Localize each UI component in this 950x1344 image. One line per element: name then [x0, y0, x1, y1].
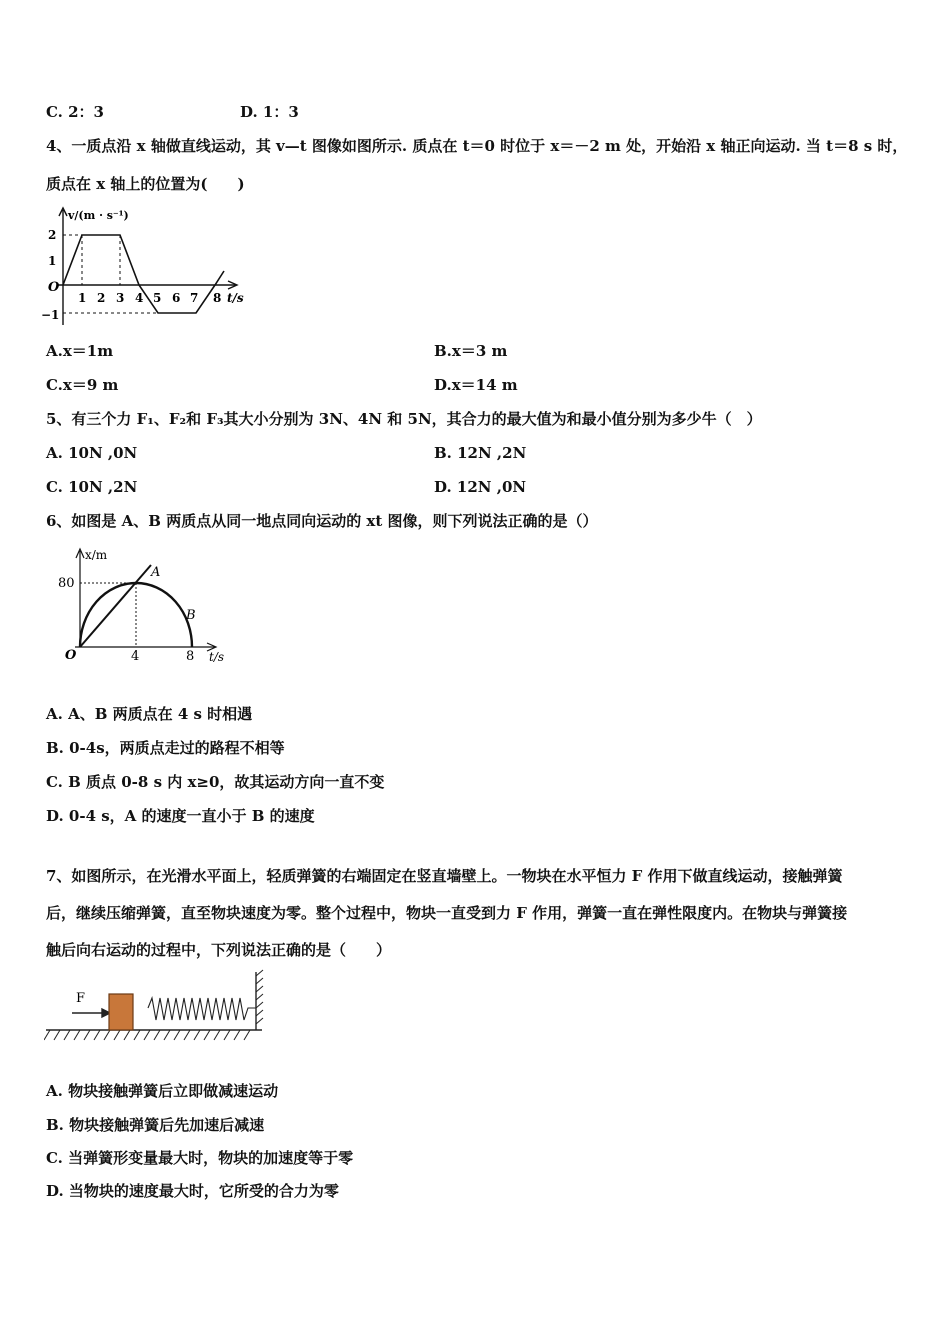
q4-option-b: B.x＝3 m	[434, 342, 508, 360]
q7-force-label: F	[76, 991, 86, 1006]
q5-option-d: D. 12N ,0N	[434, 478, 527, 496]
q4-graph-ylabel: v/(m · s⁻¹)	[68, 209, 129, 222]
q7-text-line2: 后，继续压缩弹簧，直至物块速度为零。整个过程中，物块一直受到力 F 作用，弹簧一直在弹性限度内。在物块与弹簧接	[46, 904, 848, 922]
q7-option-c: C. 当弹簧形变量最大时，物块的加速度等于零	[46, 1149, 354, 1167]
q4-graph-xtick-1: 1	[78, 291, 87, 305]
q4-graph-ytick-1: 1	[48, 254, 57, 268]
q6-graph-ylabel: x/m	[85, 548, 108, 562]
q7-text-line1: 7、如图所示，在光滑水平面上，轻质弹簧的右端固定在竖直墙壁上。一物块在水平恒力 F 作用下做直线运动，接触弹簧	[46, 867, 843, 885]
q6-graph-label-a: A	[151, 565, 161, 580]
q4-graph-xtick-4: 4	[135, 291, 144, 305]
q6-text: 6、如图是 A、B 两质点从同一地点同向运动的 xt 图像，则下列说法正确的是（）	[46, 512, 598, 530]
q4-graph-xtick-6: 6	[172, 291, 181, 305]
q7-option-d: D. 当物块的速度最大时，它所受的合力为零	[46, 1182, 339, 1200]
q7-option-b: B. 物块接触弹簧后先加速后减速	[46, 1116, 265, 1134]
q4-graph-xlabel: t/s	[227, 291, 244, 305]
q5-option-a: A. 10N ,0N	[46, 444, 138, 462]
q7-text-line3: 触后向右运动的过程中，下列说法正确的是（ ）	[46, 941, 392, 959]
q6-option-b: B. 0-4s，两质点走过的路程不相等	[46, 739, 285, 757]
q4-text-line2: 质点在 x 轴上的位置为( )	[46, 175, 245, 193]
q4-graph-ytick-neg1: −1	[41, 308, 60, 322]
q6-xt-graph	[55, 545, 235, 667]
q6-option-c: C. B 质点 0-8 s 内 x≥0，故其运动方向一直不变	[46, 773, 385, 791]
q3-option-d: D. 1：3	[240, 103, 299, 121]
q6-graph-xlabel: t/s	[209, 650, 225, 664]
q4-graph-xtick-5: 5	[153, 291, 162, 305]
q4-text-line1: 4、一质点沿 x 轴做直线运动，其 v—t 图像如图所示. 质点在 t＝0 时位于 x＝－2 m 处，开始沿 x 轴正向运动. 当 t＝8 s 时，	[46, 137, 908, 155]
q5-text: 5、有三个力 F₁、F₂和 F₃其大小分别为 3N、4N 和 5N，其合力的最大值为和最小值分别为多少牛（ ）	[46, 410, 762, 428]
q3-option-c: C. 2：3	[46, 103, 104, 121]
q4-option-a: A.x＝1m	[46, 342, 114, 360]
q4-graph-xtick-3: 3	[116, 291, 125, 305]
q4-vt-graph	[40, 205, 250, 330]
q4-option-d: D.x＝14 m	[434, 376, 518, 394]
q4-graph-ytick-2: 2	[48, 228, 57, 242]
q7-option-a: A. 物块接触弹簧后立即做减速运动	[46, 1082, 279, 1100]
q6-graph-origin: O	[65, 648, 77, 663]
q4-graph-xtick-8: 8	[213, 291, 222, 305]
q6-graph-label-b: B	[186, 608, 196, 623]
q5-option-c: C. 10N ,2N	[46, 478, 138, 496]
q6-option-a: A. A、B 两质点在 4 s 时相遇	[46, 705, 253, 723]
q6-graph-xtick-4: 4	[131, 649, 140, 664]
q4-graph-origin: O	[48, 280, 60, 295]
q4-graph-xtick-2: 2	[97, 291, 106, 305]
q4-option-c: C.x＝9 m	[46, 376, 119, 394]
q5-option-b: B. 12N ,2N	[434, 444, 527, 462]
q4-graph-xtick-7: 7	[190, 291, 199, 305]
q7-spring-figure	[44, 968, 269, 1048]
q6-graph-ytick-80: 80	[58, 576, 75, 591]
q7-block	[109, 994, 133, 1030]
q6-option-d: D. 0-4 s，A 的速度一直小于 B 的速度	[46, 807, 315, 825]
q6-graph-xtick-8: 8	[186, 649, 195, 664]
